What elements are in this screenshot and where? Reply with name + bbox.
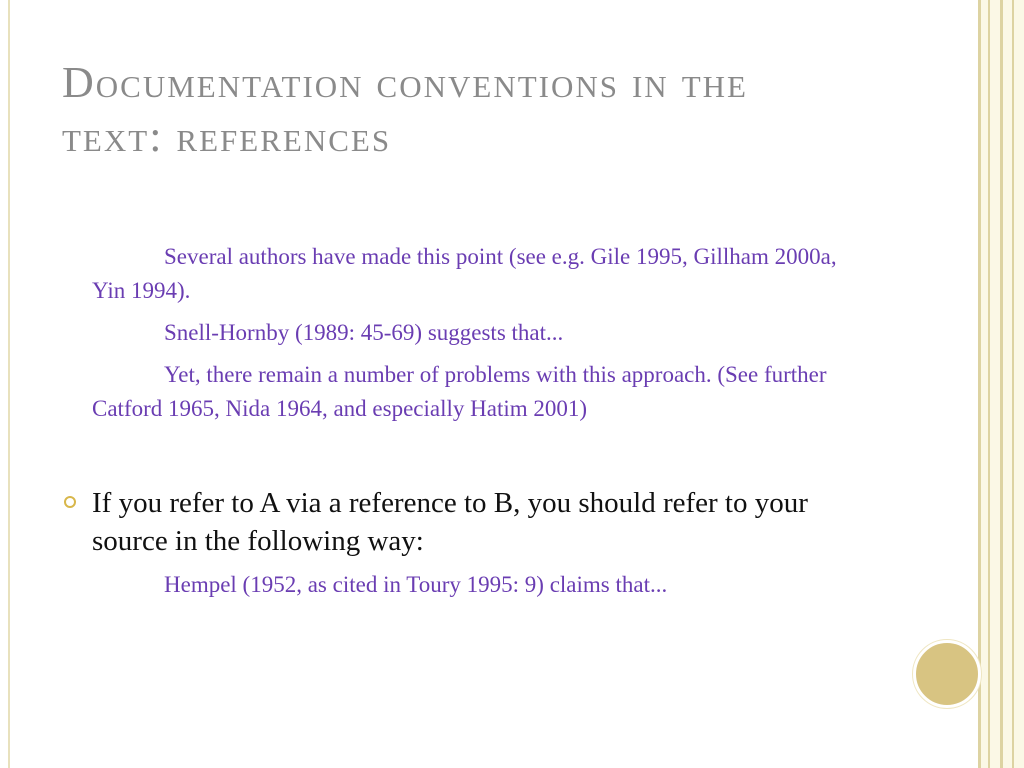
right-stripe [1012,0,1014,768]
slide-title [62,56,942,164]
citation-example-2: Snell-Hornby (1989: 45-69) suggests that... [164,320,564,345]
citation-example-1: Several authors have made this point (see e.g. Gile 1995, Gillham 2000a, Yin 1994). [92,244,837,303]
hollow-circle-bullet-icon [64,496,76,508]
citation-example-4: Hempel (1952, as cited in Toury 1995: 9) claims that... [164,572,668,597]
bullet-item [92,484,872,560]
right-stripe [988,0,990,768]
title-line-1: Documentation conventions in the [62,58,748,107]
slide-content [92,240,872,610]
citation-example-3: Yet, there remain a number of problems with this approach. (See further Catford 1965, Nida 1964, and especially Hatim 2001) [92,362,827,421]
right-stripe [978,0,981,768]
bullet-text: If you refer to A via a reference to B, you should refer to your source in the following way: [92,487,808,557]
right-stripe [1000,0,1003,768]
left-border-line [8,0,10,768]
decorative-gold-circle [913,640,981,708]
title-line-2: text: references [62,112,392,161]
